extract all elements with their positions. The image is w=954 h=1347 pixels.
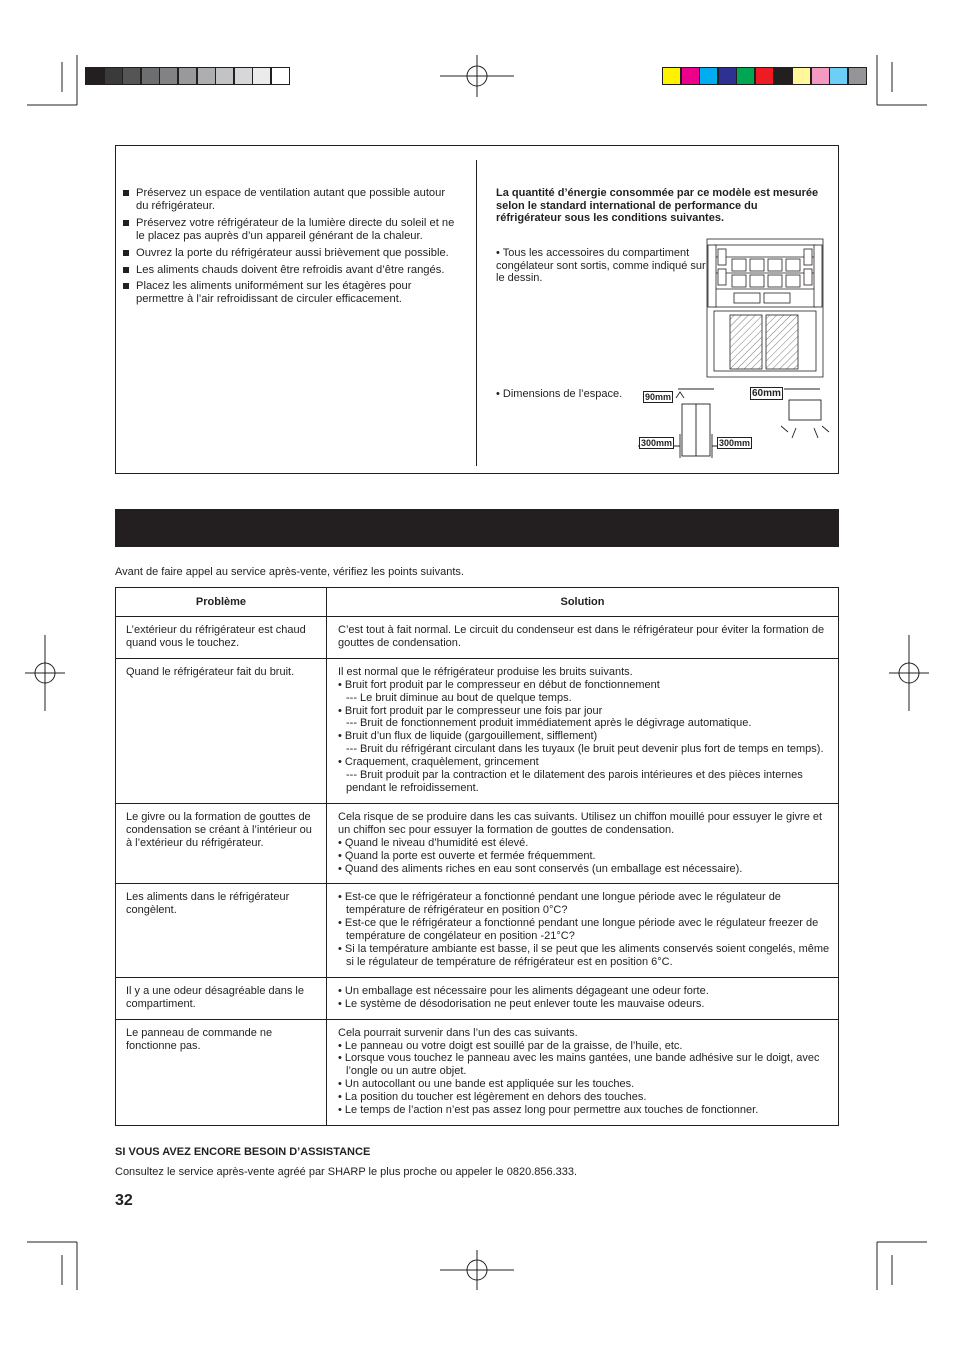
- solution-bullet: • Le panneau ou votre doigt est souillé par de la graisse, de l’huile, etc.: [338, 1039, 683, 1052]
- energy-condition-accessories: • Tous les accessoires du compartiment congélateur sont sortis, comme indiqué sur le dessin.: [496, 247, 706, 285]
- table-row: [116, 977, 839, 1019]
- solution-bullet: • Un emballage est nécessaire pour les aliments dégageant une odeur forte.: [338, 984, 709, 997]
- tip-item: Placez les aliments uniformément sur les étagères pour permettre à l’air refroidissant de circuler efficacement.: [123, 280, 458, 306]
- table-row: [116, 803, 839, 884]
- tip-item: Les aliments chauds doivent être refroidis avant d’être rangés.: [123, 264, 458, 277]
- solution-text: C’est tout à fait normal. Le circuit du condenseur est dans le réfrigérateur pour éviter la formation de gouttes de condensation.: [338, 624, 825, 649]
- tip-item: Préservez votre réfrigérateur de la lumière directe du soleil et ne le placez pas auprès d’un appareil générant de la chaleur.: [123, 217, 458, 243]
- solution-bullet: • Le temps de l’action n’est pas assez long pour permettre aux touches de fonctionner.: [338, 1104, 759, 1117]
- solution-detail: --- Bruit produit par la contraction et le dilatement des parois intérieures et des pièces internes pendant le refroidissement.: [346, 769, 803, 794]
- gray-swatch: [85, 67, 104, 85]
- solution-bullet: • Quand le niveau d’humidité est élevé.: [338, 836, 529, 849]
- section-title-bar: [115, 509, 839, 547]
- solution-text: Cela risque de se produire dans les cas suivants. Utilisez un chiffon mouillé pour essuyer le givre et un chiffon sec pour essuyer la formation de gouttes de condensation.: [338, 810, 823, 836]
- problem-cell: Il y a une odeur désagréable dans le compartiment.: [116, 977, 327, 1019]
- solution-cell: [327, 1019, 839, 1125]
- intro-text: Avant de faire appel au service après-vente, vérifiez les points suivants.: [115, 566, 464, 578]
- problem-cell: Les aliments dans le réfrigérateur congèlent.: [116, 884, 327, 977]
- color-swatch: [811, 67, 830, 85]
- dimension-left-label: 300mm: [641, 438, 673, 448]
- solution-detail: --- Le bruit diminue au bout de quelque temps.: [346, 691, 572, 704]
- table-row: [116, 884, 839, 977]
- table-row: [116, 658, 839, 803]
- color-swatch: [681, 67, 700, 85]
- assistance-text: Consultez le service après-vente agréé par SHARP le plus proche ou appeler le 0820.856.333.: [115, 1166, 578, 1178]
- color-swatch: [755, 67, 774, 85]
- color-swatch: [792, 67, 811, 85]
- gray-swatch: [122, 67, 141, 85]
- troubleshooting-table: [115, 587, 839, 1126]
- assistance-heading: SI VOUS AVEZ ENCORE BESOIN D’ASSISTANCE: [115, 1146, 371, 1158]
- color-swatch: [662, 67, 681, 85]
- solution-text: Il est normal que le réfrigérateur produise les bruits suivants.: [338, 665, 633, 678]
- solution-detail: --- Bruit de fonctionnement produit immédiatement après le dégivrage automatique.: [346, 717, 752, 730]
- color-swatch: [736, 67, 755, 85]
- problem-cell: Le givre ou la formation de gouttes de condensation se créant à l’intérieur ou à l’extérieur du réfrigérateur.: [116, 803, 327, 884]
- color-swatch: [829, 67, 848, 85]
- energy-condition-space: • Dimensions de l’espace.: [496, 388, 623, 400]
- page-number: 32: [115, 1192, 133, 1209]
- solution-detail: --- Bruit du réfrigérant circulant dans les tuyaux (le bruit peut devenir plus fort de temps en temps).: [346, 743, 824, 756]
- color-swatch: [848, 67, 867, 85]
- solution-bullet: • Bruit d’un flux de liquide (gargouillement, sifflement): [338, 730, 598, 743]
- solution-bullet: • Bruit fort produit par le compresseur une fois par jour: [338, 704, 603, 717]
- solution-cell: [327, 977, 839, 1019]
- solution-bullet: • Lorsque vous touchez le panneau avec les mains gantées, une bande adhésive sur le doigt, avec l’ongle ou un autre objet.: [338, 1052, 820, 1078]
- problem-cell: L’extérieur du réfrigérateur est chaud quand vous le touchez.: [116, 617, 327, 659]
- problem-cell: Le panneau de commande ne fonctionne pas.: [116, 1019, 327, 1125]
- header-problem: Problème: [116, 588, 327, 617]
- fridge-open-illustration: [706, 237, 824, 379]
- solution-bullet: • Quand des aliments riches en eau sont conservés (un emballage est nécessaire).: [338, 862, 743, 875]
- problem-cell: Quand le réfrigérateur fait du bruit.: [116, 658, 327, 803]
- table-header-row: [116, 588, 839, 617]
- solution-cell: [327, 658, 839, 803]
- tip-item: Ouvrez la porte du réfrigérateur aussi brièvement que possible.: [123, 247, 458, 260]
- solution-bullet: • Quand la porte est ouverte et fermée fréquemment.: [338, 849, 596, 862]
- energy-heading: La quantité d’énergie consommée par ce modèle est mesurée selon le standard international de performance du réfrigérateur sous les conditions suivantes.: [496, 187, 819, 225]
- tip-item: Préservez un espace de ventilation autant que possible autour du réfrigérateur.: [123, 187, 458, 213]
- color-swatch: [718, 67, 737, 85]
- box-divider: [476, 160, 477, 466]
- solution-bullet: • Est-ce que le réfrigérateur a fonctionné pendant une longue période avec le régulateur freezer de température de congélateur en position -21°C?: [338, 917, 819, 943]
- solution-bullet: • Si la température ambiante est basse, il se peut que les aliments conservés soient congelés, même si le régulateur de température de réfrigérateur est en position 6°C.: [338, 943, 830, 968]
- gray-swatch: [252, 67, 271, 85]
- solution-bullet: • Craquement, craquèlement, grincement: [338, 756, 539, 769]
- solution-bullet: • Bruit fort produit par le compresseur en début de fonctionnement: [338, 678, 660, 691]
- color-swatch: [699, 67, 718, 85]
- gray-swatch: [197, 67, 216, 85]
- energy-saving-tips: [123, 187, 458, 310]
- solution-text: Cela pourrait survenir dans l’un des cas suivants.: [338, 1026, 578, 1039]
- gray-swatch: [271, 67, 290, 85]
- gray-swatch: [141, 67, 160, 85]
- gray-swatch: [178, 67, 197, 85]
- table-row: [116, 1019, 839, 1125]
- dimension-top-label: 90mm: [645, 392, 672, 402]
- solution-cell: [327, 617, 839, 659]
- solution-bullet: • La position du toucher est légèrement en dehors des touches.: [338, 1091, 647, 1104]
- solution-bullet: • Le système de désodorisation ne peut enlever toute les mauvaise odeurs.: [338, 997, 705, 1010]
- solution-cell: [327, 803, 839, 884]
- gray-swatch: [159, 67, 178, 85]
- solution-cell: [327, 884, 839, 977]
- table-row: [116, 617, 839, 659]
- dimension-top-side-label: 60mm: [752, 388, 781, 399]
- gray-swatch: [234, 67, 253, 85]
- table-body: [116, 617, 839, 1126]
- gray-swatch: [215, 67, 234, 85]
- solution-bullet: • Est-ce que le réfrigérateur a fonctionné pendant une longue période avec le régulateur de température de réfrigérateur en position 0°C?: [338, 891, 781, 917]
- header-solution: Solution: [327, 588, 839, 617]
- gray-swatch: [104, 67, 123, 85]
- color-swatch: [774, 67, 793, 85]
- dimension-right-label: 300mm: [719, 438, 751, 448]
- solution-bullet: • Un autocollant ou une bande est appliquée sur les touches.: [338, 1078, 635, 1091]
